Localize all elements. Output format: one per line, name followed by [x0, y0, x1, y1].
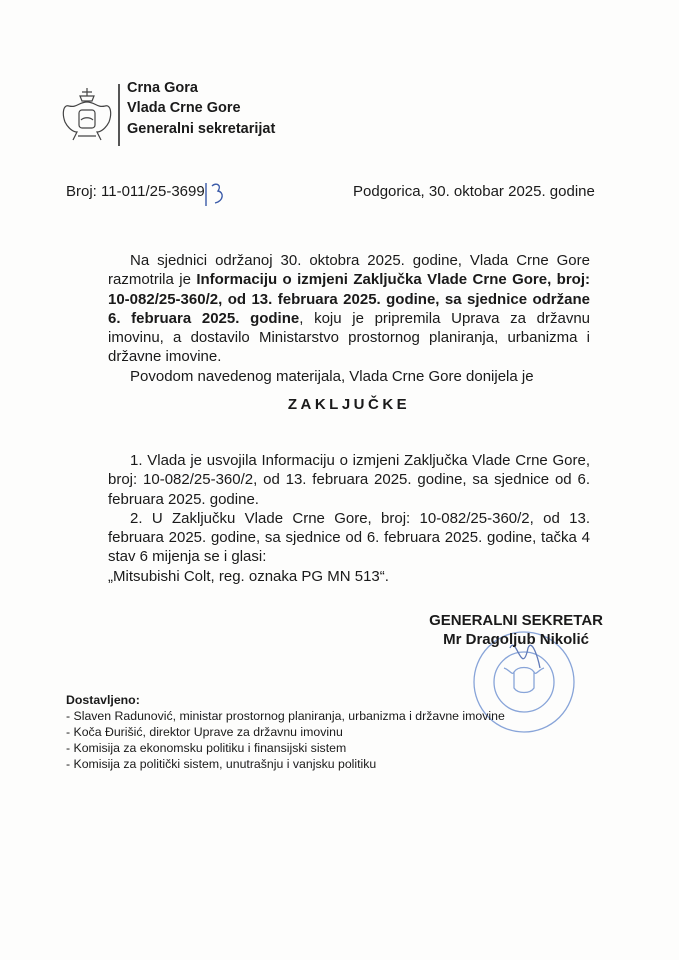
intro-bold-text: Informaciju o izmjeni Zaključka Vlade Crne Gore, broj: 10-082/25-360/2, od 13. februara 2025. godine, sa sjednice održane 6. februara 2025. godine — [108, 271, 590, 327]
conclusion-quote: „Mitsubishi Colt, reg. oznaka PG MN 513“. — [108, 567, 389, 585]
conclusions-list — [108, 451, 590, 586]
signatory-name: Mr Dragoljub Nikolić — [443, 631, 589, 648]
distribution-list — [66, 692, 505, 772]
conclusion-item: 2. U Zaključku Vlade Crne Gore, broj: 10-082/25-360/2, od 13. februara 2025. godine, sa sjednice od 6. februara 2025. godine, tačka 4 stav 6 mijenja se i glasi: — [108, 509, 590, 566]
header-divider — [118, 84, 120, 146]
coat-of-arms-icon — [60, 86, 114, 146]
signature-block — [429, 611, 603, 649]
distribution-item: - Komisija za politički sistem, unutrašnju i vanjsku politiku — [66, 757, 377, 771]
intro-text-cont: , koju je pripremila Uprava za državnu imovinu, a dostavilo Ministarstvo prostornog planiranja, urbanizma i državne imovine. — [108, 309, 591, 366]
distribution-label: Dostavljeno: — [66, 693, 140, 707]
intro-paragraph — [108, 251, 590, 386]
conclusion-item: 1. Vlada je usvojila Informaciju o izmjeni Zaključka Vlade Crne Gore, broj: 10-082/25-360/2, od 13. februara 2025. godine, sa sjednice od 6. februara 2025. godine. — [108, 452, 590, 508]
header-government: Vlada Crne Gore — [127, 100, 241, 116]
place-date: Podgorica, 30. oktobar 2025. godine — [353, 183, 595, 200]
reference-number: Broj: 11-011/25-3699 — [66, 183, 205, 200]
header-department: Generalni sekretarijat — [127, 121, 276, 137]
intro-text: Na sjednici održanoj 30. oktobra 2025. godine, Vlada Crne Gore razmotrila je — [108, 252, 590, 289]
header-country: Crna Gora — [127, 80, 198, 96]
conclusions-title: ZAKLJUČKE — [287, 396, 411, 413]
distribution-item: - Komisija za ekonomsku politiku i finansijski sistem — [66, 741, 347, 755]
intro-conclusion: Povodom navedenog materijala, Vlada Crne Gore donijela je — [130, 367, 534, 385]
signatory-title: GENERALNI SEKRETAR — [429, 612, 603, 629]
handwritten-number — [203, 181, 225, 207]
distribution-item: - Koča Đurišić, direktor Uprave za državnu imovinu — [66, 725, 343, 739]
distribution-item: - Slaven Radunović, ministar prostornog planiranja, urbanizma i državne imovine — [66, 709, 505, 723]
